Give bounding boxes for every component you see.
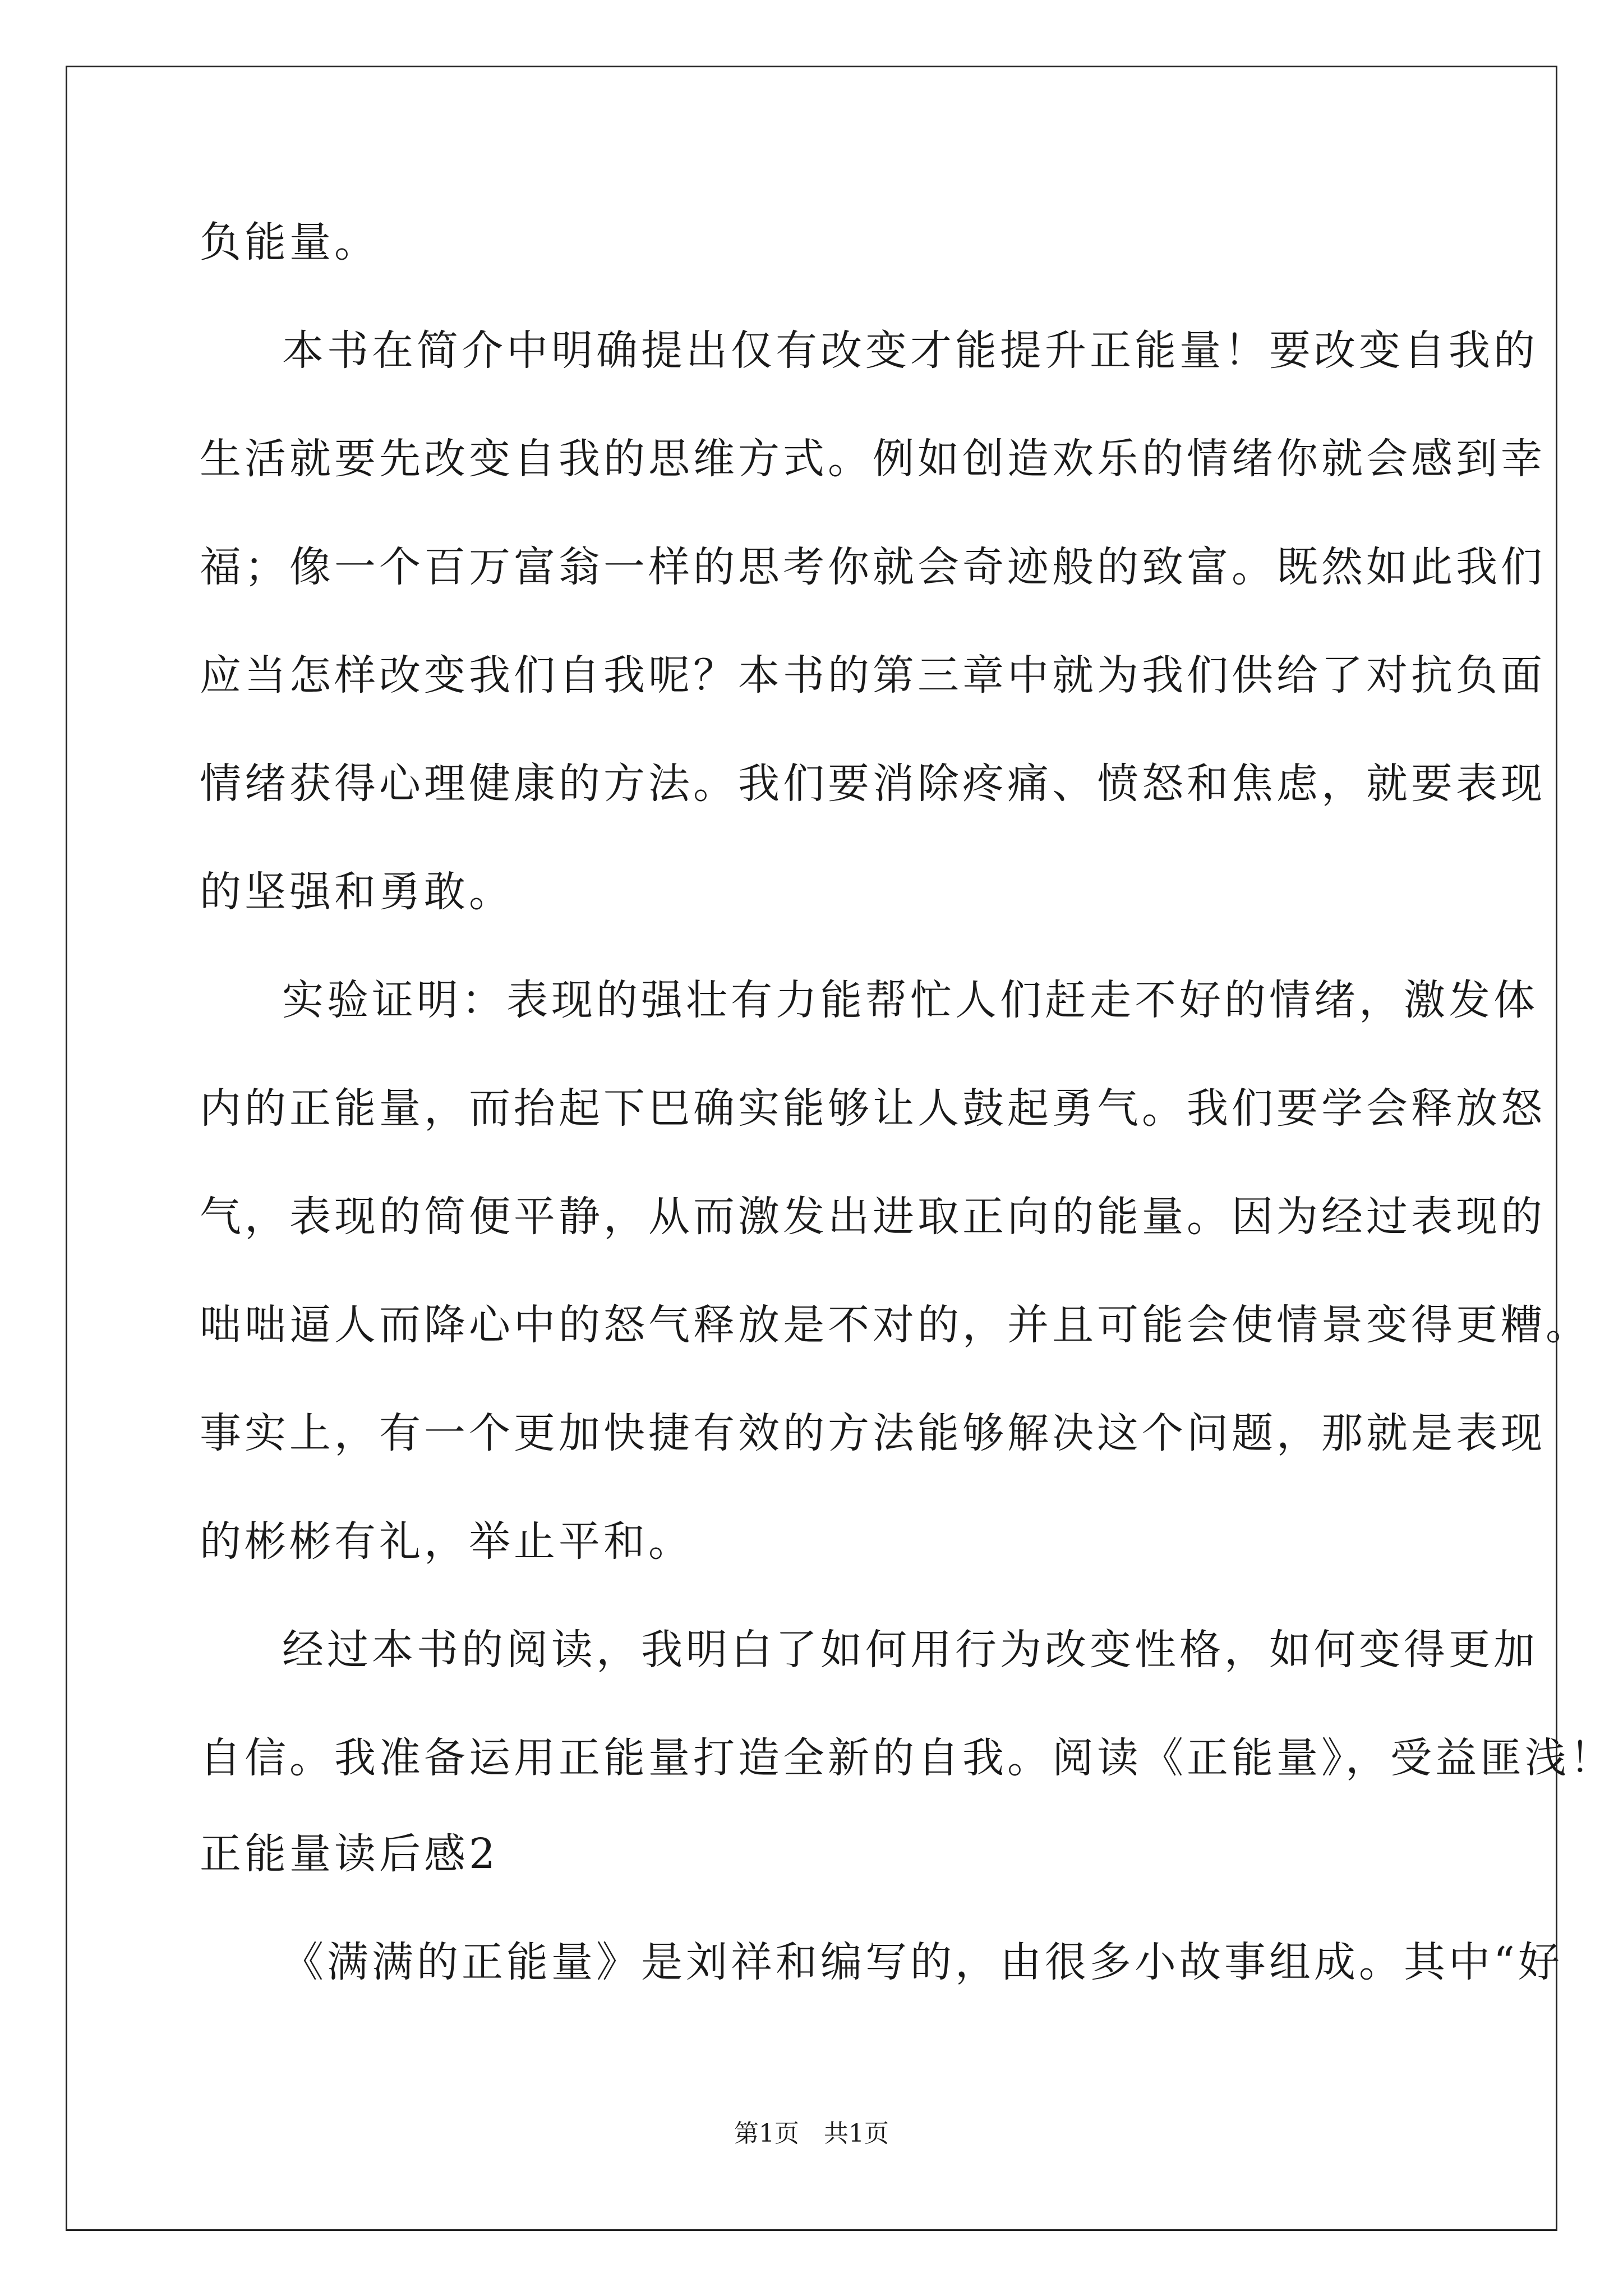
body-line: 咄咄逼人而降心中的怒气释放是不对的，并且可能会使情景变得更糟。 xyxy=(200,1301,1590,1349)
body-line: 的坚强和勇敢。 xyxy=(200,868,514,916)
page-number: 第1页 共1页 xyxy=(734,2119,889,2148)
section-heading: 正能量读后感2 xyxy=(200,1830,499,1878)
body-line: 实验证明：表现的强壮有力能帮忙人们赶走不好的情绪，激发体 xyxy=(282,976,1538,1024)
body-line: 本书在简介中明确提出仅有改变才能提升正能量！要改变自我的 xyxy=(282,326,1538,375)
page-border xyxy=(66,66,1615,2231)
body-line: 气，表现的简便平静，从而激发出进取正向的能量。因为经过表现的 xyxy=(200,1193,1546,1241)
body-line: 《满满的正能量》是刘祥和编写的，由很多小故事组成。其中“好 xyxy=(282,1938,1563,1986)
body-line: 福；像一个百万富翁一样的思考你就会奇迹般的致富。既然如此我们 xyxy=(200,543,1546,591)
body-line: 负能量。 xyxy=(200,218,379,266)
body-line: 事实上，有一个更加快捷有效的方法能够解决这个问题，那就是表现 xyxy=(200,1409,1546,1457)
body-line: 应当怎样改变我们自我呢？本书的第三章中就为我们供给了对抗负面 xyxy=(200,651,1546,700)
body-line: 情绪获得心理健康的方法。我们要消除疼痛、愤怒和焦虑，就要表现 xyxy=(200,760,1546,808)
body-line: 生活就要先改变自我的思维方式。例如创造欢乐的情绪你就会感到幸 xyxy=(200,435,1546,483)
body-line: 自信。我准备运用正能量打造全新的自我。阅读《正能量》，受益匪浅！ xyxy=(200,1734,1615,1782)
body-line: 内的正能量，而抬起下巴确实能够让人鼓起勇气。我们要学会释放怒 xyxy=(200,1084,1546,1133)
body-line: 的彬彬有礼，举止平和。 xyxy=(200,1517,693,1566)
body-line: 经过本书的阅读，我明白了如何用行为改变性格，如何变得更加 xyxy=(282,1626,1538,1674)
